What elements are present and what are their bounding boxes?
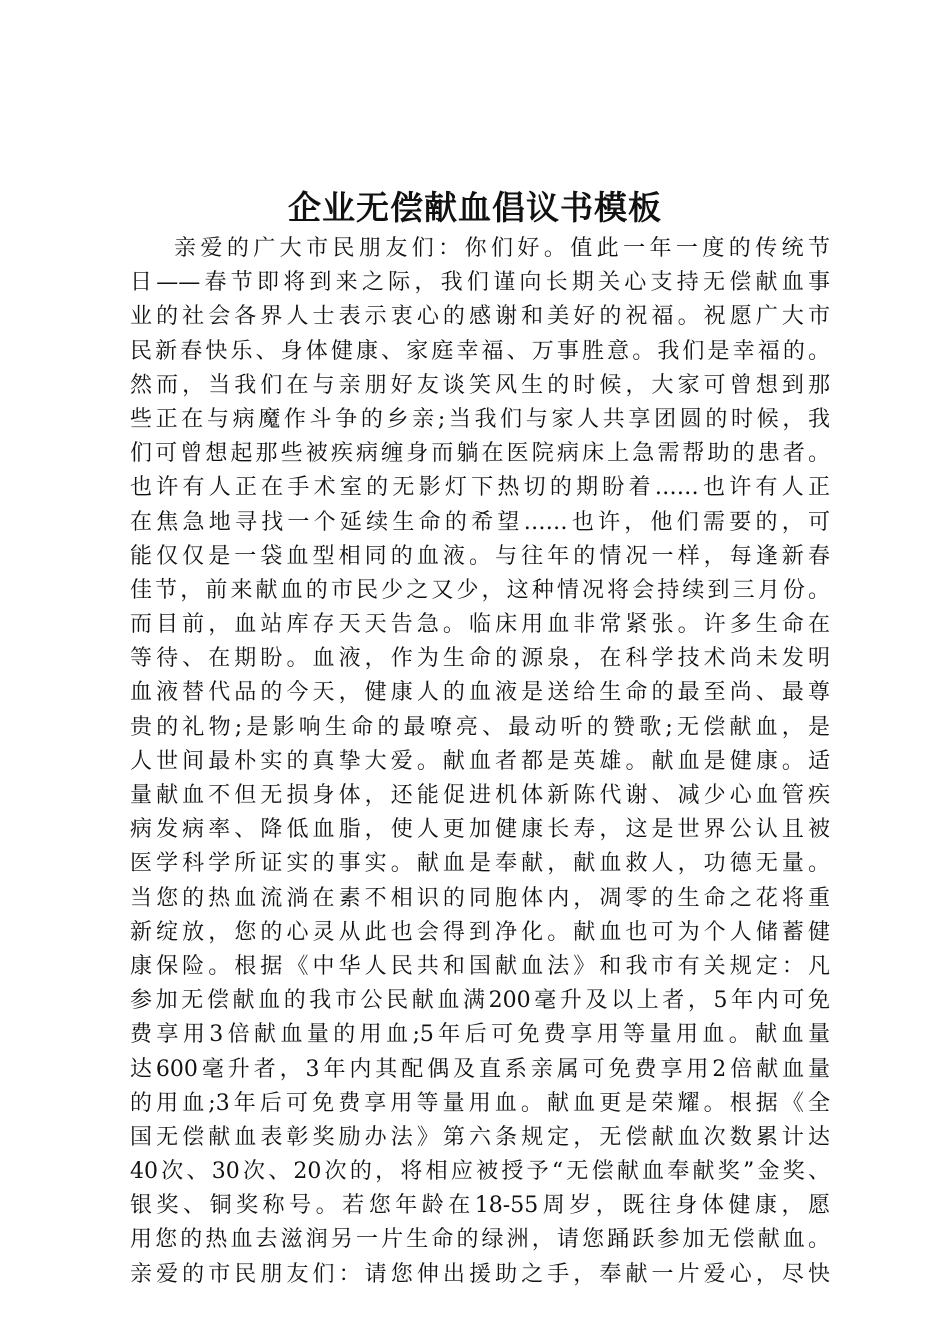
body-line: 贵的礼物;是影响生命的最嘹亮、最动听的赞歌;无偿献血，是 bbox=[130, 714, 830, 740]
document-body bbox=[130, 232, 830, 1292]
body-line: 血液替代品的今天，健康人的血液是送给生命的最至尚、最尊 bbox=[130, 680, 830, 706]
body-line: 然而，当我们在与亲朋好友谈笑风生的时候，大家可曾想到那 bbox=[130, 372, 830, 398]
body-line: 亲爱的广大市民朋友们：你们好。值此一年一度的传统节 bbox=[174, 236, 830, 261]
body-line: 民新春快乐、身体健康、家庭幸福、万事胜意。我们是幸福的。 bbox=[130, 338, 830, 364]
body-line: 们可曾想起那些被疾病缠身而躺在医院病床上急需帮助的患者。 bbox=[130, 441, 830, 467]
body-line: 佳节，前来献血的市民少之又少，这种情况将会持续到三月份。 bbox=[130, 577, 830, 603]
body-line: 人世间最朴实的真挚大爱。献血者都是英雄。献血是健康。适 bbox=[130, 748, 830, 774]
body-line: 国无偿献血表彰奖励办法》第六条规定，无偿献血次数累计达 bbox=[130, 1124, 830, 1150]
document-title: 企业无偿献血倡议书模板 bbox=[288, 188, 662, 227]
body-line: 而目前，血站库存天天告急。临床用血非常紧张。许多生命在 bbox=[130, 612, 830, 638]
body-line: 日——春节即将到来之际，我们谨向长期关心支持无偿献血事 bbox=[130, 270, 830, 296]
body-line: 在焦急地寻找一个延续生命的希望……也许，他们需要的，可 bbox=[130, 509, 830, 535]
body-line: 达600毫升者，3年内其配偶及直系亲属可免费享用2倍献血量 bbox=[130, 1056, 830, 1082]
body-line: 业的社会各界人士表示衷心的感谢和美好的祝福。祝愿广大市 bbox=[130, 304, 830, 330]
body-line: 等待、在期盼。血液，作为生命的源泉，在科学技术尚未发明 bbox=[130, 646, 830, 672]
body-line: 的用血;3年后可免费享用等量用血。献血更是荣耀。根据《全 bbox=[130, 1090, 830, 1116]
body-line: 费享用3倍献血量的用血;5年后可免费享用等量用血。献血量 bbox=[130, 1022, 830, 1048]
body-line: 用您的热血去滋润另一片生命的绿洲，请您踊跃参加无偿献血。 bbox=[130, 1227, 830, 1253]
body-line: 也许有人正在手术室的无影灯下热切的期盼着……也许有人正 bbox=[130, 475, 830, 501]
body-line: 病发病率、降低血脂，使人更加健康长寿，这是世界公认且被 bbox=[130, 817, 830, 843]
body-line: 当您的热血流淌在素不相识的同胞体内，凋零的生命之花将重 bbox=[130, 885, 830, 911]
body-line: 医学科学所证实的事实。献血是奉献，献血救人，功德无量。 bbox=[130, 851, 830, 877]
body-line: 量献血不但无损身体，还能促进机体新陈代谢、减少心血管疾 bbox=[130, 783, 830, 808]
body-line: 些正在与病魔作斗争的乡亲;当我们与家人共享团圆的时候，我 bbox=[130, 406, 830, 432]
body-line: 亲爱的市民朋友们：请您伸出援助之手，奉献一片爱心，尽快 bbox=[130, 1261, 830, 1287]
body-line: 康保险。根据《中华人民共和国献血法》和我市有关规定：凡 bbox=[130, 953, 830, 979]
body-line: 银奖、铜奖称号。若您年龄在18-55周岁，既往身体健康，愿 bbox=[130, 1193, 830, 1219]
body-line: 新绽放，您的心灵从此也会得到净化。献血也可为个人储蓄健 bbox=[130, 919, 830, 945]
body-line: 40次、30次、20次的，将相应被授予“无偿献血奉献奖”金奖、 bbox=[130, 1159, 830, 1185]
body-line: 能仅仅是一袋血型相同的血液。与往年的情况一样，每逢新春 bbox=[130, 543, 830, 569]
body-line: 参加无偿献血的我市公民献血满200毫升及以上者，5年内可免 bbox=[130, 988, 830, 1014]
